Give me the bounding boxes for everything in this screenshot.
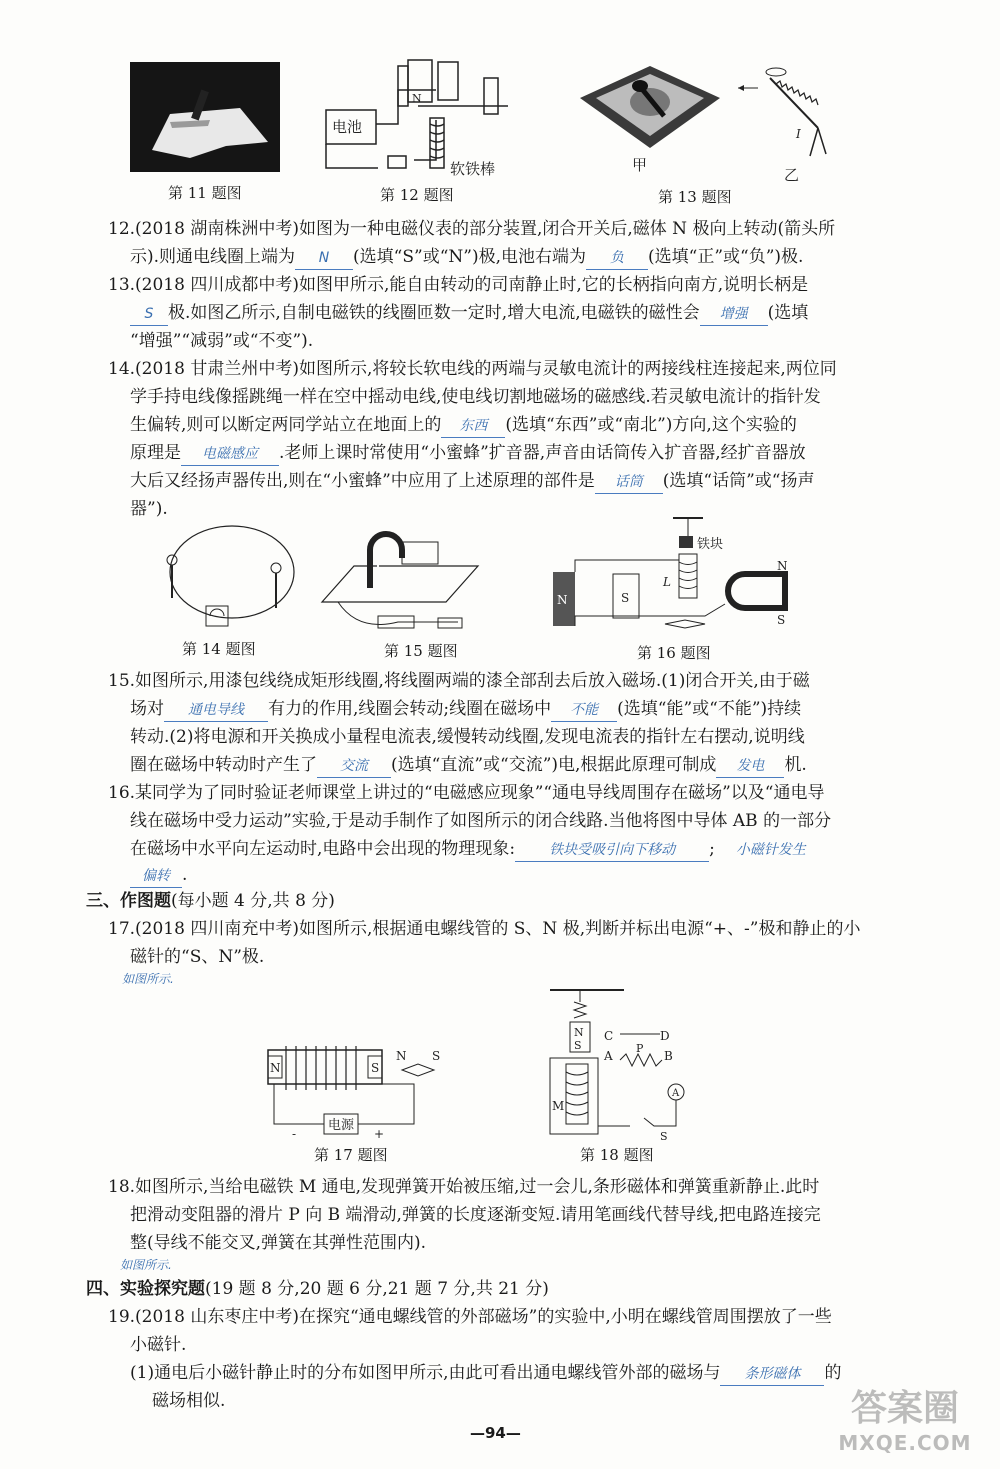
q18-line-2: 把滑动变阻器的滑片 P 向 B 端滑动,弹簧的长度逐渐变短.请用笔画线代替导线,把电路连接完: [130, 1205, 821, 1225]
q14-text-c: 原理是: [130, 443, 181, 463]
q15-text-d: 圈在磁场中转动时产生了: [130, 755, 317, 775]
q15-answer-2: 不能: [551, 699, 617, 722]
fig18-m-label: M: [552, 1099, 565, 1113]
fig12-diagram: [318, 50, 528, 180]
fig18-b-label: B: [664, 1049, 673, 1063]
q13-line-3: “增强”“减弱”或“不变”).: [130, 331, 314, 351]
q15-text-f: 机.: [784, 755, 807, 775]
fig18-d-label: D: [660, 1029, 670, 1043]
fig17-needle-n: N: [396, 1049, 407, 1063]
q17-line-2: 磁针的“S、N”极.: [130, 947, 265, 967]
figure-14: [160, 520, 310, 660]
q12-text-a: 示).则通电线圈上端为: [130, 247, 296, 267]
fig18-p-label: P: [636, 1042, 644, 1055]
q15-answer-3: 交流: [317, 755, 391, 778]
q16-answer-2a: 小磁针发生: [735, 842, 806, 858]
q14-answer-3: 话筒: [595, 471, 663, 494]
q19-text-b: 的: [824, 1363, 842, 1383]
fig17-power-label: 电源: [328, 1118, 355, 1133]
q15-line-4: [130, 754, 807, 778]
fig12-n-label: N: [412, 92, 422, 105]
q13-line-2: [130, 302, 808, 326]
q14-text-b: (选填“东西”或“南北”)方向,这个实验的: [505, 415, 797, 435]
fig18-s-label: S: [660, 1130, 668, 1142]
fig17-minus-label: -: [292, 1127, 297, 1141]
fig16-n-left: N: [557, 593, 568, 607]
q12-line-1: 12.(2018 湖南株洲中考)如图为一种电磁仪表的部分装置,闭合开关后,磁体 N 极向上转动(箭头所: [108, 219, 836, 239]
q15-text-e: (选填“直流”或“交流”)电,根据此原理可制成: [391, 755, 717, 775]
q13-text-a: 极.如图乙所示,自制电磁铁的线圈匝数一定时,增大电流,电磁铁的磁性会: [168, 303, 700, 323]
fig16-s-right: S: [777, 613, 786, 627]
figure-18: [540, 986, 720, 1166]
q14-line-3: [130, 414, 797, 438]
fig17-needle-s: S: [432, 1049, 441, 1063]
watermark-url: MXQE.COM: [838, 1431, 972, 1455]
q16-line-3: [130, 838, 827, 862]
fig16-n-right: N: [777, 559, 788, 573]
q12-answer-1: N: [295, 247, 353, 270]
q19-text-a: (1)通电后小磁针静止时的分布如图甲所示,由此可看出通电螺线管外部的磁场与: [130, 1363, 721, 1383]
figure-13: [560, 58, 850, 208]
q16-answer-2b: 偏转: [130, 865, 182, 888]
q17-line-1: 17.(2018 四川南充中考)如图所示,根据通电螺线管的 S、N 极,判断并标出电源“+、-”极和静止的小: [108, 919, 861, 939]
q14-line-4: [130, 442, 806, 466]
figure-15: [318, 522, 498, 662]
fig12-rod-label: 软铁棒: [450, 160, 496, 178]
fig14-diagram: [160, 520, 310, 638]
q14-answer-2: 电磁感应: [181, 443, 279, 466]
q15-text-a: 场对: [130, 699, 164, 719]
q14-answer-1: 东西: [441, 415, 505, 438]
figure-17: [264, 1040, 454, 1164]
fig13-i-label: I: [796, 127, 801, 141]
q16-line-4: [130, 864, 187, 888]
section-3-title: 三、作图题: [86, 891, 171, 911]
fig12-battery-label: 电池: [332, 118, 363, 136]
q14-line-1: 14.(2018 甘肃兰州中考)如图所示,将较长软电线的两端与灵敏电流计的两接线柱连接起来,两位同: [108, 359, 837, 379]
q14-text-d: .老师上课时常使用“小蜜蜂”扩音器,声音由话筒传入扩音器,经扩音器放: [279, 443, 806, 463]
q19-line-1: 19.(2018 山东枣庄中考)在探究“通电螺线管的外部磁场”的实验中,小明在螺线管周围摆放了一些: [108, 1307, 832, 1327]
fig17-diagram: [264, 1040, 454, 1144]
section-3-note: (每小题 4 分,共 8 分): [171, 891, 335, 911]
q18-line-3: 整(导线不能交叉,弹簧在其弹性范围内).: [130, 1233, 427, 1253]
q17-handwritten-note: 如图所示.: [122, 972, 174, 986]
fig14-caption: 第 14 题图: [182, 640, 256, 658]
q18-handwritten-note: 如图所示.: [120, 1258, 172, 1272]
fig17-n-label: N: [270, 1061, 281, 1075]
fig16-iron-label: 铁块: [697, 537, 724, 552]
q19-answer-1: 条形磁体: [720, 1363, 824, 1386]
q14-line-2: 学手持电线像摇跳绳一样在空中摇动电线,使电线切割地磁场的磁感线.若灵敏电流计的指针发: [130, 387, 821, 407]
q16-text-a: 在磁场中水平向左运动时,电路中会出现的物理现象:: [130, 839, 516, 859]
q18-line-1: 18.如图所示,当给电磁铁 M 通电,发现弹簧开始被压缩,过一会儿,条形磁体和弹簧重新静止.此时: [108, 1177, 820, 1197]
fig13-jia-label: 甲: [632, 156, 648, 174]
figure-16: [545, 512, 825, 664]
fig13-diagram: [560, 58, 850, 183]
q13-text-b: (选填: [767, 303, 809, 323]
q19-line-3: [130, 1362, 841, 1386]
fig15-caption: 第 15 题图: [384, 642, 458, 660]
fig13-yi-label: 乙: [784, 166, 800, 183]
figure-12: [318, 50, 528, 204]
q19-line-2: 小磁针.: [130, 1335, 187, 1355]
q14-text-f: (选填“话筒”或“扬声: [662, 471, 815, 491]
watermark: [820, 1380, 990, 1464]
q14-line-6: 器”).: [130, 499, 168, 519]
fig16-caption: 第 16 题图: [637, 644, 711, 662]
q15-line-2: [130, 698, 801, 722]
fig17-caption: 第 17 题图: [314, 1146, 388, 1164]
fig18-ammeter-label: A: [672, 1088, 680, 1099]
section-4-heading: [86, 1278, 549, 1300]
q14-text-a: 生偏转,则可以断定两同学站立在地面上的: [130, 415, 442, 435]
fig16-s-left: S: [621, 591, 630, 605]
q15-line-1: 15.如图所示,用漆包线绕成矩形线圈,将线圈两端的漆全部刮去后放入磁场.(1)闭合开关,由于磁: [108, 671, 810, 691]
fig15-diagram: [318, 522, 498, 638]
q16-line-1: 16.某同学为了同时验证老师课堂上讲过的“电磁感应现象”“通电导线周围存在磁场”以及“通电导: [108, 783, 825, 803]
fig18-c-label: C: [604, 1029, 614, 1043]
fig11-caption: 第 11 题图: [168, 184, 242, 202]
q14-text-e: 大后又经扬声器传出,则在“小蜜蜂”中应用了上述原理的部件是: [130, 471, 595, 491]
fig18-magnet-n: N: [574, 1026, 584, 1039]
q16-text-b: ;: [709, 839, 715, 859]
fig16-l-label: L: [663, 575, 671, 589]
q15-line-3: 转动.(2)将电源和开关换成小量程电流表,缓慢转动线圈,发现电流表的指针左右摆动,说明线: [130, 727, 805, 747]
fig17-s-label: S: [371, 1061, 380, 1075]
fig18-caption: 第 18 题图: [580, 1146, 654, 1164]
watermark-logo: 答案圈: [850, 1388, 959, 1429]
section-4-title: 四、实验探究题: [86, 1279, 205, 1299]
section-3-heading: [86, 890, 335, 912]
fig18-diagram: [540, 986, 720, 1142]
q12-answer-2: 负: [586, 247, 648, 270]
q13-answer-1: S: [130, 303, 168, 326]
fig17-plus-label: +: [374, 1127, 385, 1141]
fig16-diagram: [545, 512, 825, 634]
figure-11: [130, 62, 280, 202]
q16-line-2: 线在磁场中受力运动”实验,于是动手制作了如图所示的闭合线路.当他将图中导体 AB 的一部分: [130, 811, 832, 831]
q12-text-c: (选填“正”或“负”)极.: [648, 247, 804, 267]
q12-line-2: [130, 246, 803, 270]
q13-answer-2: 增强: [700, 303, 768, 326]
q14-line-5: [130, 470, 815, 494]
section-4-note: (19 题 8 分,20 题 6 分,21 题 7 分,共 21 分): [205, 1279, 549, 1299]
fig13-caption: 第 13 题图: [658, 188, 732, 206]
fig11-photo: [130, 62, 280, 172]
q15-text-b: 有力的作用,线圈会转动;线圈在磁场中: [268, 699, 552, 719]
fig12-caption: 第 12 题图: [380, 186, 454, 204]
page-number: —94—: [470, 1424, 521, 1442]
q15-answer-1: 通电导线: [164, 699, 268, 722]
q13-line-1: 13.(2018 四川成都中考)如图甲所示,能自由转动的司南静止时,它的长柄指向南方,说明长柄是: [108, 275, 809, 295]
fig18-magnet-s: S: [574, 1039, 582, 1052]
q16-answer-1: 铁块受吸引向下移动: [515, 839, 709, 862]
fig18-a-label: A: [604, 1049, 613, 1063]
q16-text-c: .: [182, 865, 188, 885]
q12-text-b: (选填“S”或“N”)极,电池右端为: [353, 247, 586, 267]
q15-text-c: (选填“能”或“不能”)持续: [617, 699, 802, 719]
q19-line-4: 磁场相似.: [152, 1391, 226, 1411]
q15-answer-4: 发电: [716, 755, 784, 778]
